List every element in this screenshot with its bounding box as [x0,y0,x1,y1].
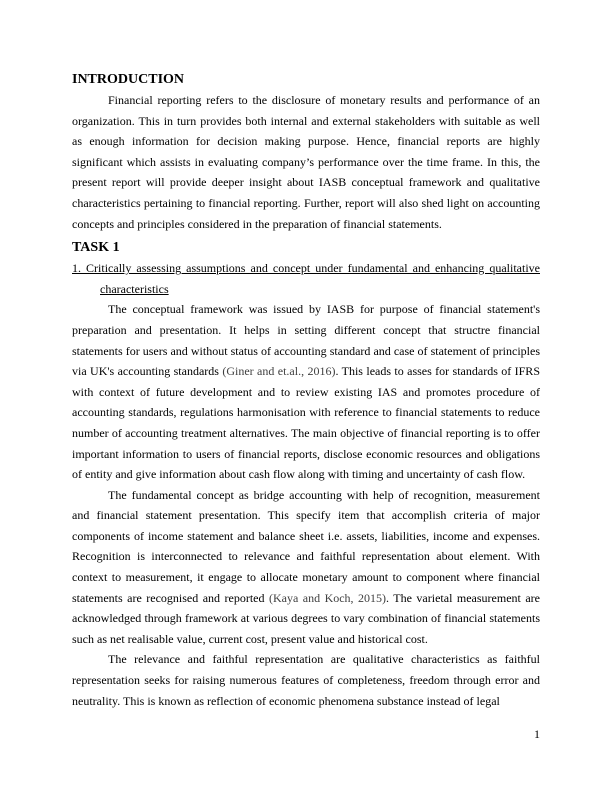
introduction-paragraph: Financial reporting refers to the disclosure of monetary results and performance of an organization. This in turn provides both internal and external stakeholders with suitable as well as enough information for decision making purpose. Hence, financial reports are highly significant which assists in evaluating company’s performance over the time frame. In this, the present report will provide deeper insight about IASB conceptual framework and qualitative characteristics pertaining to financial reporting. Further, report will also shed light on accounting concepts and principles considered in the preparation of financial statements. [72,93,540,231]
task-1-heading: TASK 1 [72,240,120,256]
task-1-subheading: 1. Critically assessing assumptions and concept under fundamental and enhancing qualitative characteristics [72,261,540,296]
body-paragraph-3: The relevance and faithful representation are qualitative characteristics as faithful representation seeks for raising numerous features of completeness, freedom through error and neutrality. This is known as reflection of economic phenomena substance instead of legal [72,652,540,708]
introduction-heading: INTRODUCTION [72,72,185,87]
paragraph-2-text-start: The fundamental concept as bridge accounting with help of recognition, measurement and financial statement presentation. This specify item that accomplish criteria of major components of income statement and balance sheet i.e. assets, liabilities, income and expenses. Recognition is interconnected to relevance and faithful representation about element. With context to measurement, it engage to allocate monetary amount to component where financial statements are recognised and reported [72,487,540,605]
citation-giner: (Giner and et.al., 2016) [222,364,336,379]
paragraph-1-text-end: . This leads to asses for standards of IFRS with context of future development and to review existing IAS and promotes procedure of accounting standards, regulations harmonisation with reference to financial statements to reduce number of accounting treatment alternatives. The main objective of financial reporting is to offer important information to users of financial reports, disclose economic resources and obligations of entity and give information about cash flow along with timing and uncertainty of cash flow. [72,364,540,482]
body-paragraph-1 [72,299,540,484]
citation-kaya-koch: (Kaya and Koch, 2015) [268,590,387,605]
document-body [72,70,540,711]
paragraph-2-text-end: . The varietal measurement are acknowledged through framework at various degrees to vary combination of financial statements such as net realisable value, current cost, present value and historical cost. [72,590,540,646]
page-number: 1 [534,727,540,741]
paragraph-1-text-start: The conceptual framework was issued by IASB for purpose of financial statement's preparation and presentation. It helps in setting different concept that structre financial statements for users and without status of accounting standard and case of statement of principles via UK's accounting standards [72,302,540,379]
body-paragraph-2 [72,485,540,650]
